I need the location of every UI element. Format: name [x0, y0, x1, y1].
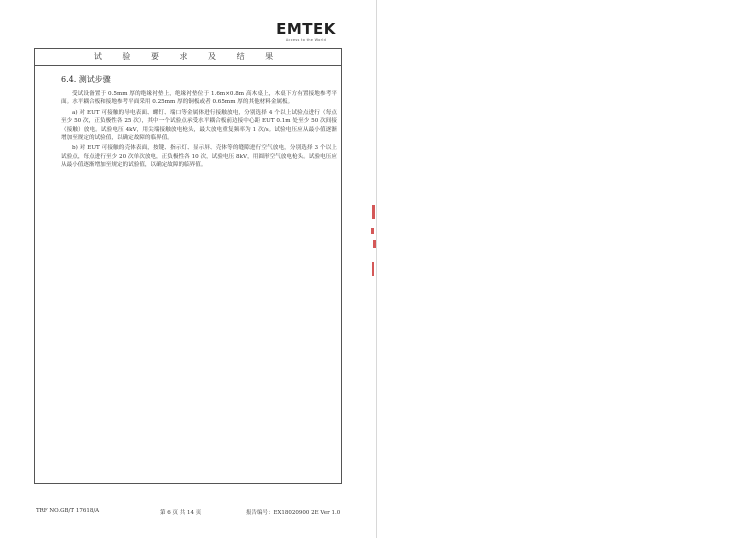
footer-report-number: 报告编号：EX18020900 2E Ver 1.0 — [246, 510, 341, 516]
emtek-logo — [276, 22, 336, 42]
logo-tagline: Access to the World — [285, 38, 327, 42]
frame-header-title: 试 验 要 求 及 结 果 — [35, 49, 341, 66]
footer-page-number: 第 6 页 共 14 页 — [160, 510, 202, 516]
content-frame — [34, 48, 342, 484]
seam-stamp-mark — [369, 205, 377, 219]
paragraph-air-discharge: b) 对 EUT 可接触的壳体表面，按键、指示灯、显示屏、壳体等的缝隙进行空气放电，分别选择 3 个以上试验点，每点进行至少 20 次单次放电，正负极性各 10 次，试验电压 8kV，用圆形空气放电枪头。试验电压应从最小值逐渐增加至规定的试验值，以确定故障的临界值。 — [61, 145, 337, 169]
footer-trf-number: TRF NO.GB/T 17618/A — [36, 508, 100, 514]
paragraph-contact-discharge: a) 对 EUT 可接触的导电表面、螺钉、端口等金属体进行接触放电，分别选择 4 个以上试验点进行（每点至少 50 次，正负极性各 25 次），其中一个试验点承受水平耦合板前边接中心距 EUT 0.1m 处至少 50 次间接（接触）放电。试验电压 4kV，用尖端接触放电枪头，最大放电重复频率为 1 次/s。试验电压应从最小值逐渐增加至规定的试验值，以确定故障的临界值。 — [61, 109, 337, 142]
seam-stamp-mark — [369, 262, 377, 276]
seam-stamp-mark — [369, 228, 377, 234]
section-content — [61, 74, 337, 172]
seam-stamp-mark — [369, 240, 377, 248]
paragraph-setup: 受试设备置于 0.5mm 厚的绝缘衬垫上，绝缘衬垫位于 1.6m×0.8m 高木桌上，木桌下方有置接地参考平面。水平耦合板和接地参考平面采用 0.25mm 厚的铜板或者 0.65mm 厚的其他材料金属板。 — [61, 91, 337, 106]
logo-wordmark: EMTEK — [276, 20, 336, 38]
section-title: 6.4. 测试步骤 — [61, 75, 111, 84]
